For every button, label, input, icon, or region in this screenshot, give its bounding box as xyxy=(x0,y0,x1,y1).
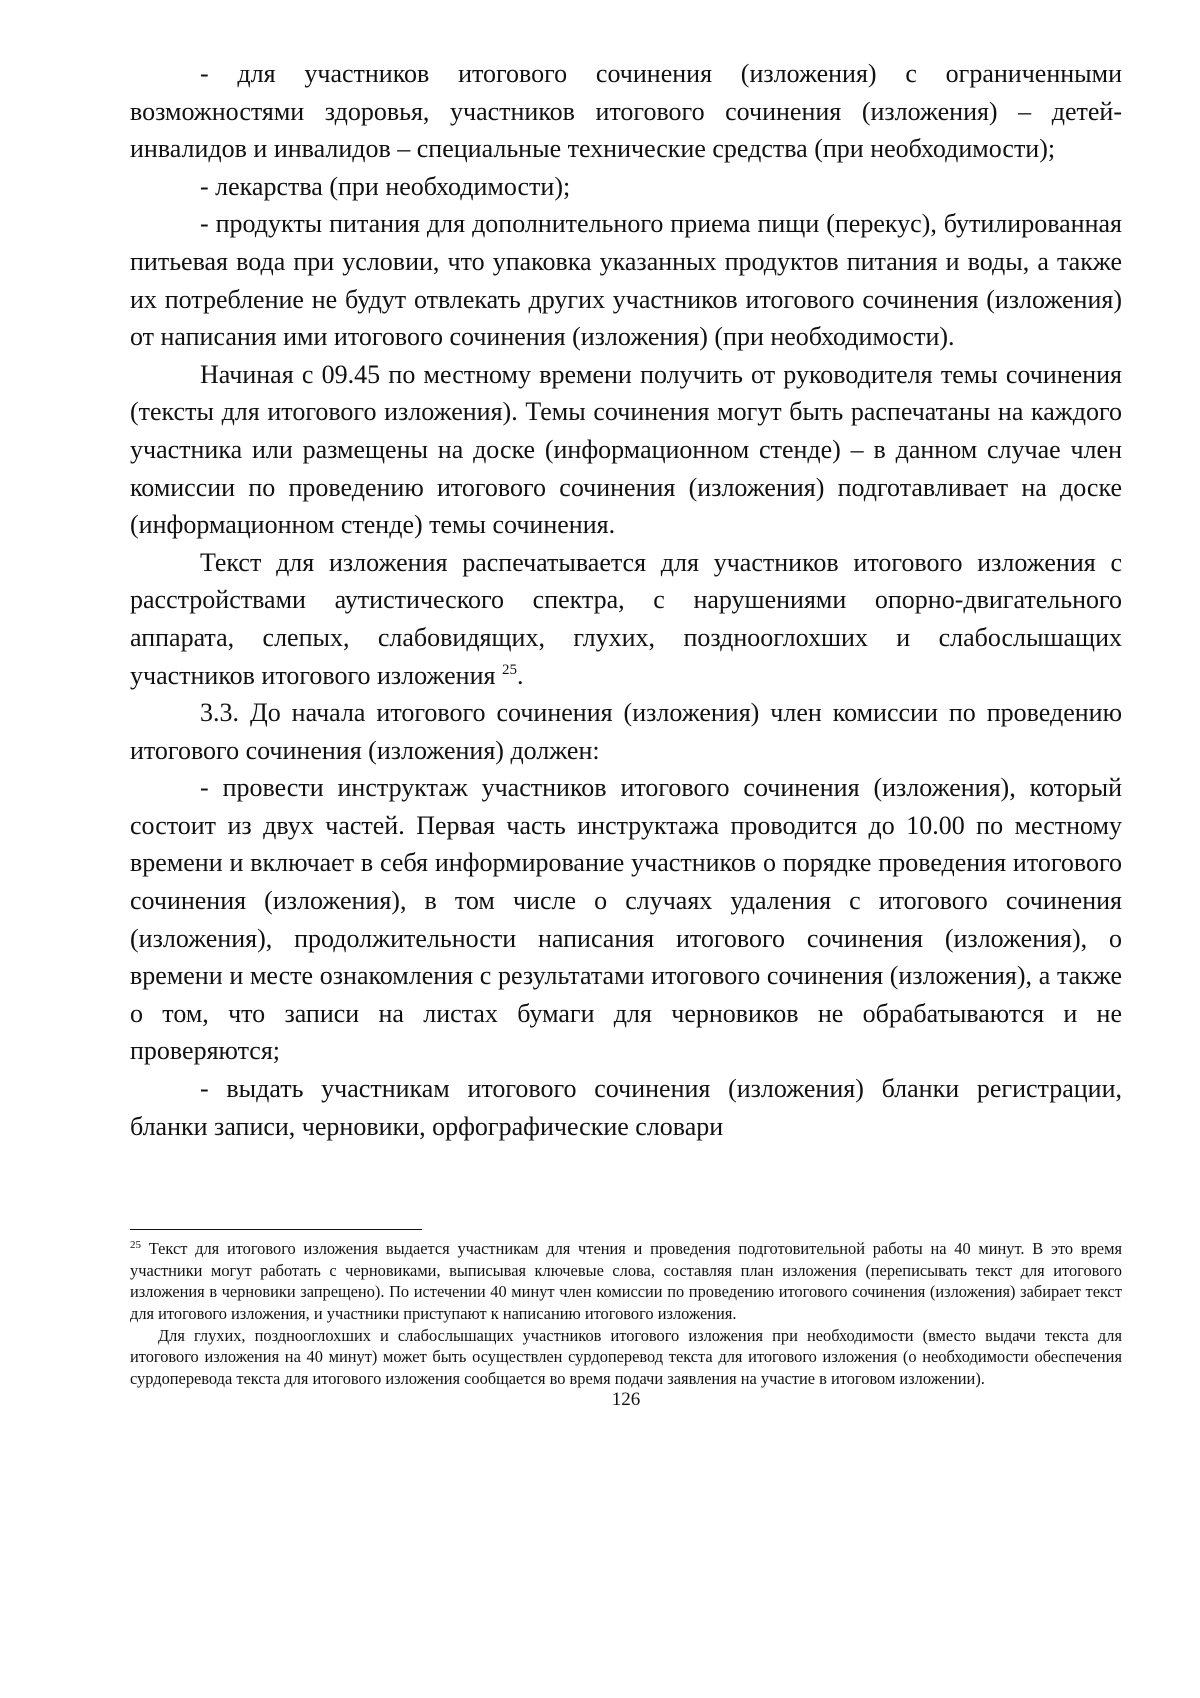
footnote-text: Текст для итогового изложения выдается участникам для чтения и проведения подготовительной работы на 40 минут. В это время участники могут работать с черновиками, выписывая ключевые слова, составляя план изложения (переписывать текст для итогового изложения в черновики запрещено). По истечении 40 минут член комиссии по проведению итогового сочинения (изложения) забирает текст для итогового изложения, и участники приступают к написанию итогового изложения. xyxy=(130,1239,1122,1323)
footnote-25 xyxy=(130,1238,1122,1324)
main-text xyxy=(130,55,1122,1145)
paragraph-section-3-3: 3.3. До начала итогового сочинения (изложения) член комиссии по проведению итогового сочинения (изложения) должен: xyxy=(130,698,1122,765)
paragraph-issue-forms: - выдать участникам итогового сочинения (изложения) бланки регистрации, бланки записи, черновики, орфографические словари xyxy=(130,1074,1122,1141)
paragraph-print-text-body: Текст для изложения распечатывается для участников итогового изложения с расстройствами аутистического спектра, с нарушениями опорно-двигательного аппарата, слепых, слабовидящих, глухих, позднооглохших и слабослышащих участников итогового изложения xyxy=(130,547,1122,690)
footnote-continuation: Для глухих, позднооглохших и слабослышащих участников итогового изложения при необходимости (вместо выдачи текста для итогового изложения на 40 минут) может быть осуществлен сурдоперевод текста для итогового изложения (о необходимости обеспечения сурдоперевода текста для итогового изложения сообщается во время подачи заявления на участие в итоговом изложении). xyxy=(130,1325,1122,1388)
paragraph-instruction: - провести инструктаж участников итогового сочинения (изложения), который состоит из двух частей. Первая часть инструктажа проводится до 10.00 по местному времени и включает в себя информирование участников о порядке проведения итогового сочинения (изложения), в том числе о случаях удаления с итогового сочинения (изложения), продолжительности написания итогового сочинения (изложения), о времени и месте ознакомления с результатами итогового сочинения (изложения), а также о том, что записи на листах бумаги для черновиков не обрабатываются и не проверяются; xyxy=(130,773,1122,1066)
footnote-reference: 25 xyxy=(501,661,517,678)
paragraph-special-means: - для участников итогового сочинения (изложения) с ограниченными возможностями здоровья, участников итогового сочинения (изложения) – детей-инвалидов и инвалидов – специальные технические средства (при необходимости); xyxy=(130,59,1122,164)
paragraph-print-text-end: . xyxy=(516,660,524,690)
paragraph-food: - продукты питания для дополнительного приема пищи (перекус), бутилированная питьевая вода при условии, что упаковка указанных продуктов питания и воды, а также их потребление не будут отвлекать других участников итогового сочинения (изложения) от написания ими итогового сочинения (изложения) (при необходимости). xyxy=(130,209,1122,352)
paragraph-topics: Начиная с 09.45 по местному времени получить от руководителя темы сочинения (тексты для итогового изложения). Темы сочинения могут быть распечатаны на каждого участника или размещены на доске (информационном стенде) – в данном случае член комиссии по проведению итогового сочинения (изложения) подготавливает на доске (информационном стенде) темы сочинения. xyxy=(130,359,1122,540)
document-page xyxy=(130,55,1122,1411)
footnotes xyxy=(130,1238,1122,1389)
footnote-number: 25 xyxy=(130,1239,141,1252)
page-number: 126 xyxy=(611,1389,641,1411)
footnote-divider xyxy=(130,1229,422,1230)
paragraph-print-text xyxy=(130,544,1122,694)
paragraph-medicines: - лекарства (при необходимости); xyxy=(200,171,571,201)
